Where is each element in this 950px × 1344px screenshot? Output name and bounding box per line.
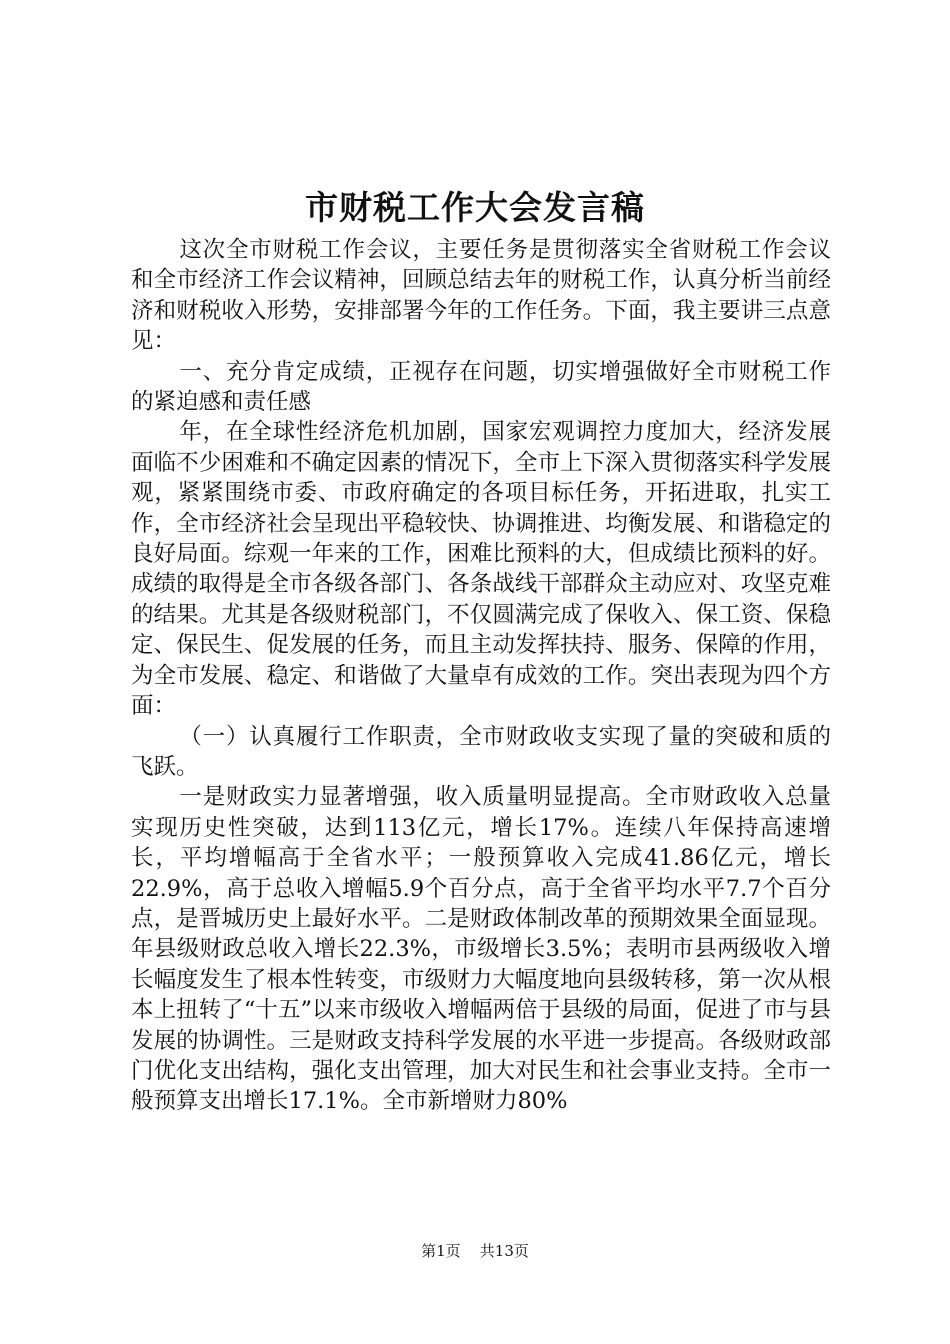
total-pages: 共13页 [479, 1242, 529, 1260]
paragraph-intro: 这次全市财税工作会议，主要任务是贯彻落实全省财税工作会议和全市经济工作会议精神，回顾总结去年的财税工作，认真分析当前经济和财税收入形势，安排部署今年的工作任务。下面，我主要讲三点意见： [131, 237, 831, 355]
section-heading-1: 一、充分肯定成绩，正视存在问题，切实增强做好全市财税工作的紧迫感和责任感 [131, 358, 831, 416]
page-number: 第1页 [421, 1242, 461, 1260]
page-separator [465, 1242, 475, 1260]
paragraph-fiscal-details: 一是财政实力显著增强，收入质量明显提高。全市财政收入总量实现历史性突破，达到113亿元，增长17%。连续八年保持高速增长，平均增幅高于全省水平；一般预算收入完成41.86亿元，增长22.9%，高于总收入增幅5.9个百分点，高于全省平均水平7.7个百分点，是晋城历史上最好水平。二是财政体制改革的预期效果全面显现。年县级财政总收入增长22.3%，市级增长3.5%；表明市县两级收入增长幅度发生了根本性转变，市级财力大幅度地向县级转移，第一次从根本上扭转了“十五”以来市级收入增幅两倍于县级的局面，促进了市与县发展的协调性。三是财政支持科学发展的水平进一步提高。各级财政部门优化支出结构，强化支出管理，加大对民生和社会事业支持。全市一般预算支出增长17.1%。全市新增财力80% [131, 784, 831, 1115]
paragraph-achievements: 年，在全球性经济危机加剧，国家宏观调控力度加大，经济发展面临不少困难和不确定因素的情况下，全市上下深入贯彻落实科学发展观，紧紧围绕市委、市政府确定的各项目标任务，开拓进取，扎实工作，全市经济社会呈现出平稳较快、协调推进、均衡发展、和谐稳定的良好局面。综观一年来的工作，困难比预料的大，但成绩比预料的好。成绩的取得是全市各级各部门、各条战线干部群众主动应对、攻坚克难的结果。尤其是各级财税部门，不仅圆满完成了保收入、保工资、保稳定、保民生、促发展的任务，而且主动发挥扶持、服务、保障的作用，为全市发展、稳定、和谐做了大量卓有成效的工作。突出表现为四个方面： [131, 419, 831, 720]
document-title: 市财税工作大会发言稿 [305, 188, 645, 227]
page-footer [0, 1241, 950, 1261]
document-body [131, 235, 831, 1117]
subsection-heading-1: （一）认真履行工作职责，全市财政收支实现了量的突破和质的飞跃。 [131, 723, 831, 780]
